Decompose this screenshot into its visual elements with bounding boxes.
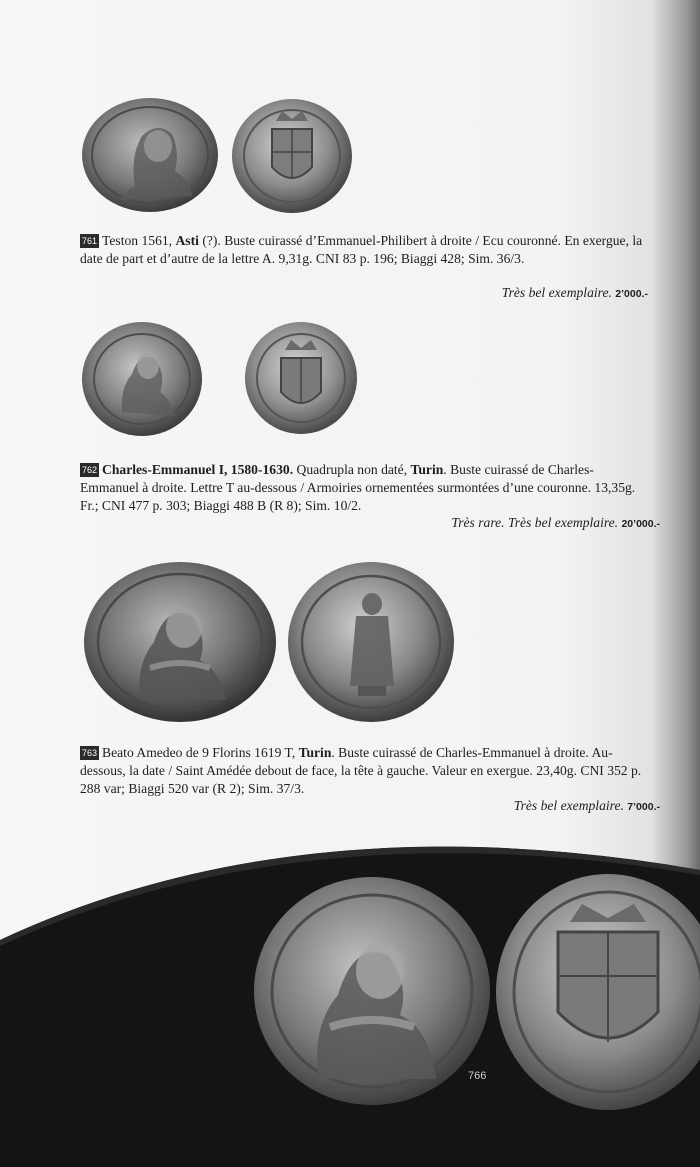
lot-762-description: 762 Charles-Emmanuel I, 1580-1630. Quadrupla non daté, Turin. Buste cuirassé de Charles-Emmanuel à droite. Lettre T au-dessous / Armoiries ornementées surmontées d’une couronne. 13,35g. Fr.; CNI 477 p. 303; Biaggi 488 B (R 8); Sim. 10/2. — [80, 462, 636, 513]
lot-763-price: 7’000.- — [627, 801, 660, 813]
ruler-name: Charles-Emmanuel I, 1580-1630. — [102, 462, 294, 477]
mint-place: Asti — [175, 233, 199, 248]
lot-761-description: 761 Teston 1561, Asti (?). Buste cuirassé d’Emmanuel-Philibert à droite / Ecu couronné. En exergue, la date de part et d’autre de la lettre A. 9,31g. CNI 83 p. 196; Biaggi 428; Sim. 36/3. — [80, 233, 643, 266]
lot-763-description: 763 Beato Amedeo de 9 Florins 1619 T, Turin. Buste cuirassé de Charles-Emmanuel à droite. Au-dessous, la date / Saint Amédée debout de face, la tête à gauche. Valeur en exergue. 23,40g. CNI 352 p. 288 var; Biaggi 520 var (R 2); Sim. 37/3. — [80, 745, 642, 796]
page-number: 766 — [468, 1070, 487, 1082]
mint-place: Turin — [298, 745, 332, 760]
lot-number-badge: 763 — [82, 748, 98, 758]
lot-number-badge: 761 — [82, 236, 98, 246]
mint-place: Turin — [410, 462, 444, 477]
lot-761-price: 2’000.- — [615, 288, 648, 300]
coin-766-obverse — [252, 875, 492, 1107]
lot-762-grade: Très rare. Très bel exemplaire. 20’000.- — [451, 515, 660, 530]
lot-762-price: 20’000.- — [621, 518, 660, 530]
lot-number-badge: 762 — [82, 465, 98, 475]
coin-766-reverse — [496, 872, 700, 1112]
lot-761-grade: Très bel exemplaire. 2’000.- — [501, 285, 648, 300]
lot-763-grade: Très bel exemplaire. 7’000.- — [513, 798, 660, 813]
